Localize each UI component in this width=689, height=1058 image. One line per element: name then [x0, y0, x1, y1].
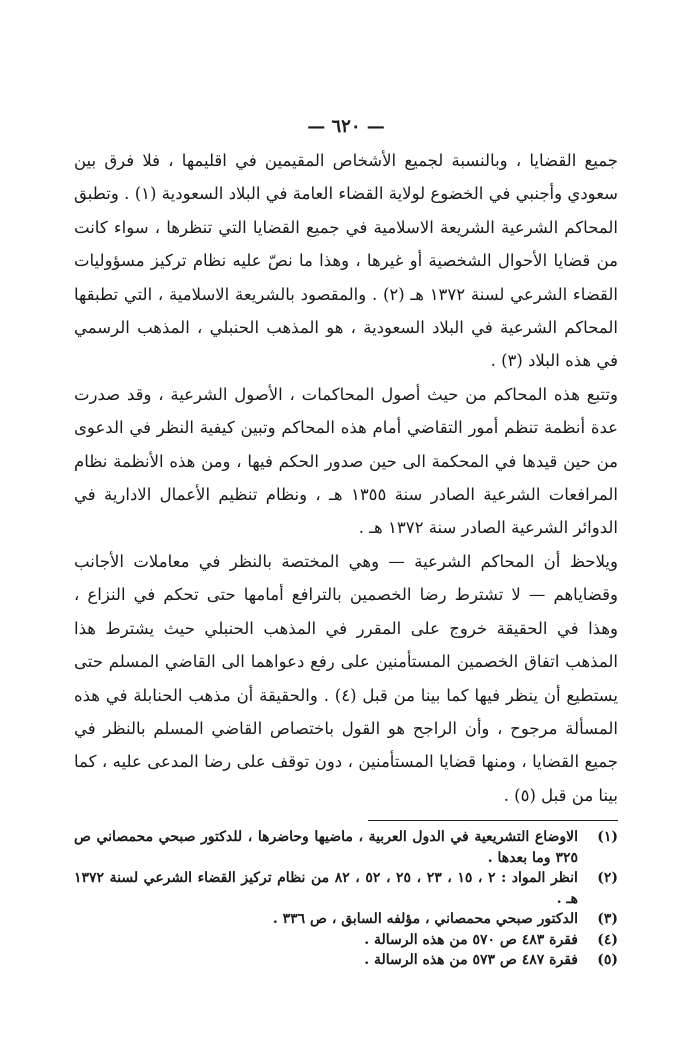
paragraph-2: وتتبع هذه المحاكم من حيث أصول المحاكمات ، الأصول الشرعية ، وقد صدرت عدة أنظمة تنظم أمور التقاضي أمام هذه المحاكم وتبين كيفية النظر في الدعوى من حين قيدها في المحكمة الى حين صدور الحكم فيها ، ومن هذه الأنظمة نظام المرافعات الشرعية الصادر سنة ١٣٥٥ هـ ، ونظام تنظيم الأعمال الادارية في الدوائر الشرعية الصادر سنة ١٣٧٢ هـ .	[74, 384, 618, 538]
paragraph-3: ويلاحظ أن المحاكم الشرعية — وهي المختصة بالنظر في معاملات الأجانب وقضاياهم — لا تشترط رضا الخصمين بالترافع أمامها حتى تحكم في النزاع ، وهذا في الحقيقة خروج على المقرر في المذهب الحنبلي حيث يشترط هذا المذهب اتفاق الخصمين المستأمنين على رفع دعواهما الى القاضي المسلم حتى يستطيع أن ينظر فيها كما بينا من قبل (٤) . والحقيقة أن مذهب الحنابلة في هذه المسألة مرجوح ، وأن الراجح هو القول باختصاص القاضي المسلم بالنظر في جميع القضايا ، ومنها قضايا المستأمنين ، دون توقف على رضا المدعى عليه ، كما بينا من قبل (٥) .	[74, 551, 618, 805]
footnote-marker: (١)	[597, 829, 618, 846]
footnotes-list	[74, 827, 618, 971]
footnote-marker: (٤)	[597, 931, 618, 948]
paragraph-1: جميع القضايا ، وبالنسبة لجميع الأشخاص المقيمين في اقليمها ، فلا فرق بين سعودي وأجنبي في الخضوع لولاية القضاء العامة في البلاد السعودية (١) . وتطبق المحاكم الشرعية الشريعة الاسلامية في جميع القضايا التي تنظرها ، سواء كانت من قضايا الأحوال الشخصية أو غيرها ، وهذا ما نصّ عليه نظام تركيز مسؤوليات القضاء الشرعي لسنة ١٣٧٢ هـ (٢) . والمقصود بالشريعة الاسلامية ، التي تطبقها المحاكم الشرعية في البلاد السعودية ، هو المذهب الحنبلي ، المذهب الرسمي في هذه البلاد (٣) .	[74, 151, 618, 371]
footnote-3	[74, 909, 618, 930]
footnote-marker: (٢)	[597, 870, 618, 887]
footnote-text: الدكتور صبحي محمصاني ، مؤلفه السابق ، ص ٣٣٦ .	[272, 911, 578, 928]
footnote-marker: (٣)	[597, 911, 618, 928]
footnote-divider	[368, 820, 618, 821]
footnote-text: فقرة ٤٨٧ ص ٥٧٣ من هذه الرسالة .	[364, 952, 578, 969]
footnote-1	[74, 827, 618, 868]
footnote-text: فقرة ٤٨٣ ص ٥٧٠ من هذه الرسالة .	[364, 931, 578, 948]
footnote-4	[74, 930, 618, 951]
book-page	[74, 116, 618, 971]
footnote-marker: (٥)	[597, 952, 618, 969]
footnote-5	[74, 950, 618, 971]
footnote-text: الاوضاع التشريعية في الدول العربية ، ماضيها وحاضرها ، للدكتور صبحي محمصاني ص ٣٢٥ وما بعدها .	[74, 829, 578, 866]
footnote-text: انظر المواد : ٢ ، ١٥ ، ٢٣ ، ٢٥ ، ٥٢ ، ٨٢ من نظام تركيز القضاء الشرعي لسنة ١٣٧٢ هـ .	[74, 870, 578, 907]
footnote-2	[74, 868, 618, 909]
page-number: — ٦٢٠ —	[307, 116, 385, 137]
